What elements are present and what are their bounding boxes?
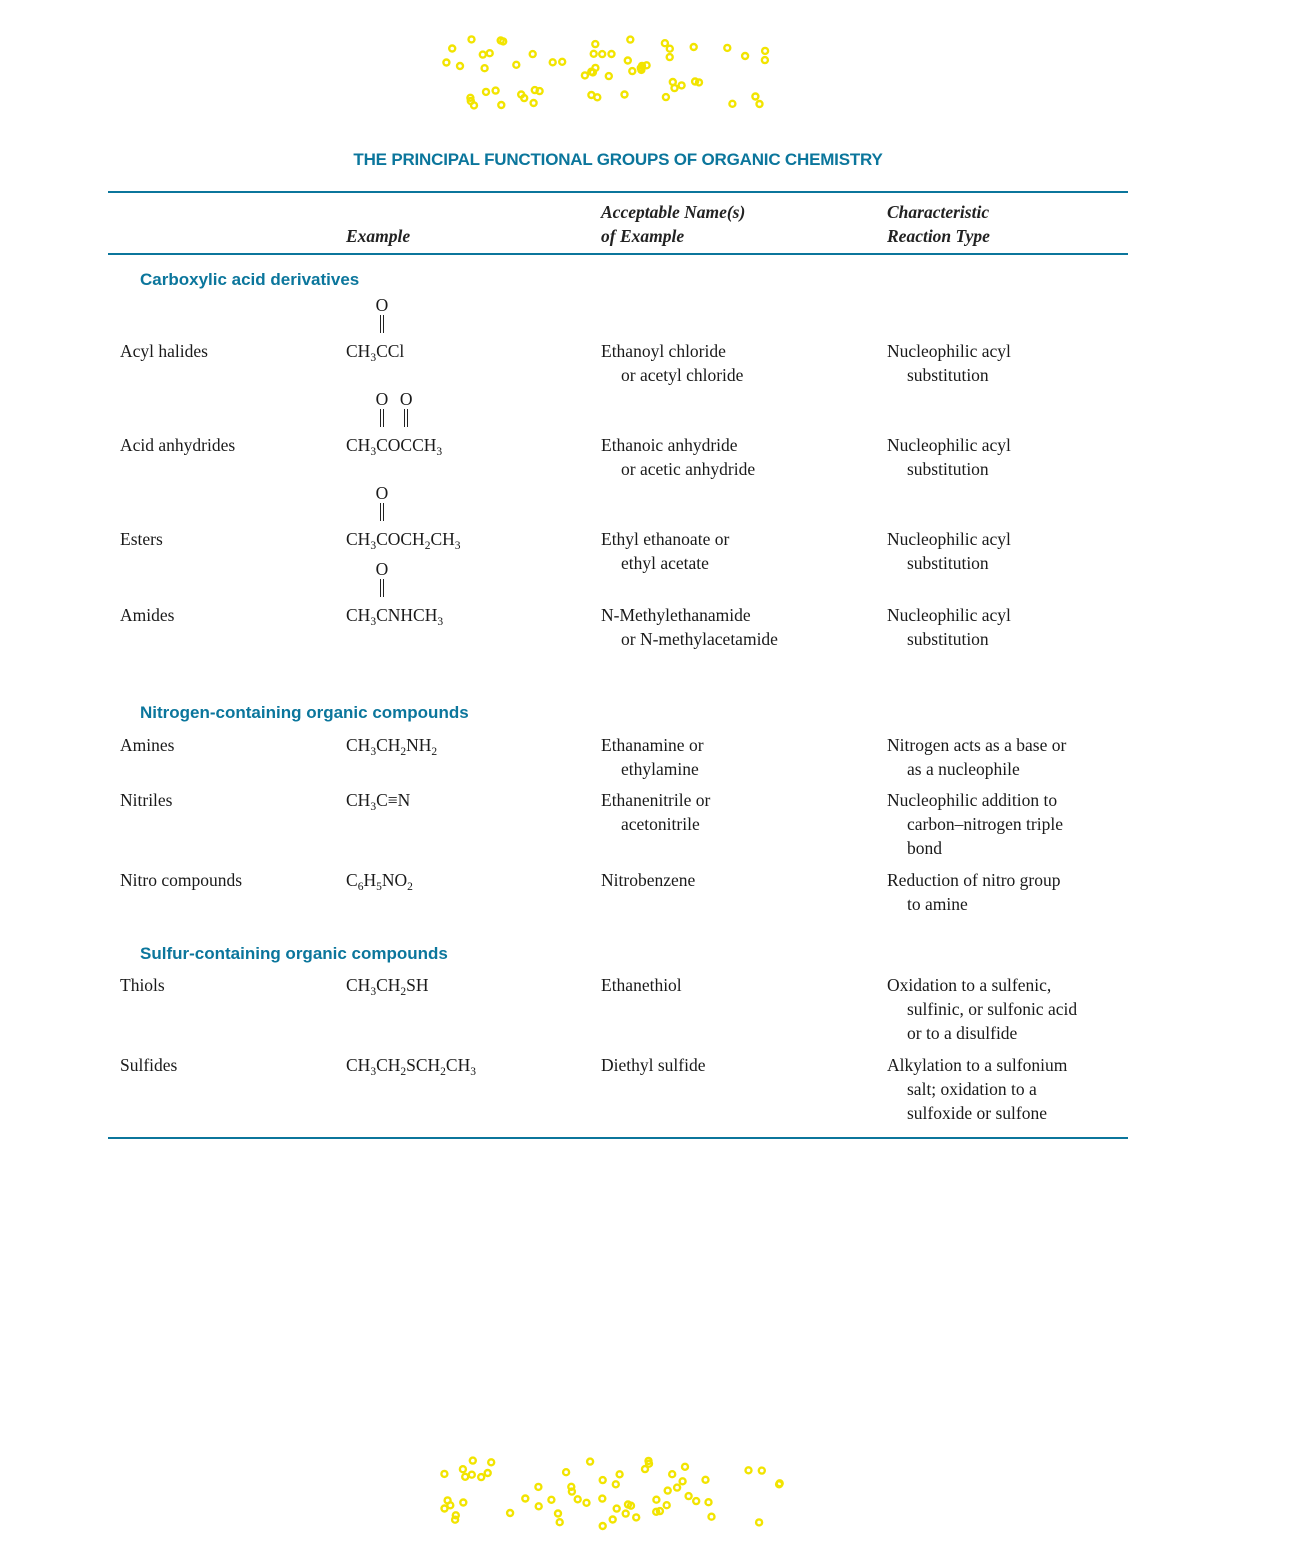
formula-text: CH	[430, 529, 455, 549]
name-line: Ethanoic anhydride	[601, 435, 738, 455]
dot	[563, 1469, 569, 1475]
reaction-line: Nucleophilic addition to	[887, 790, 1058, 810]
dot	[664, 1502, 670, 1508]
formula-subscript: 3	[370, 746, 377, 758]
functional-group-name: Amides	[120, 605, 175, 625]
formula-text: H	[363, 870, 377, 890]
acceptable-names	[601, 868, 695, 892]
dot	[483, 89, 489, 95]
dot	[674, 1485, 680, 1491]
formula-subscript: 2	[400, 986, 407, 998]
example-formula	[346, 1053, 476, 1077]
dot	[625, 58, 631, 64]
dot	[680, 1478, 686, 1484]
formula-text: SH	[406, 975, 429, 995]
example-formula	[346, 733, 437, 757]
formula-part	[399, 389, 413, 457]
acceptable-names	[601, 603, 778, 651]
formula-subscript: 3	[454, 540, 461, 552]
dot	[667, 46, 673, 52]
formula-part	[346, 435, 377, 458]
carbonyl-oxygen: O	[375, 389, 389, 409]
dot	[559, 59, 565, 65]
dot	[613, 1481, 619, 1487]
dot	[762, 48, 768, 54]
formula-subscript: 2	[431, 746, 438, 758]
dot	[441, 1471, 447, 1477]
name-line: N-Methylethanamide	[601, 605, 751, 625]
dot	[667, 54, 673, 60]
dot	[669, 1471, 675, 1477]
dot	[485, 1470, 491, 1476]
header-reaction	[887, 200, 990, 248]
name-line: Nitrobenzene	[601, 870, 696, 890]
functional-group-name: Sulfides	[120, 1055, 178, 1075]
formula-subscript: 3	[370, 352, 377, 364]
dot	[469, 36, 475, 42]
dot	[746, 1467, 752, 1473]
dot	[756, 1519, 762, 1525]
dot	[627, 37, 633, 43]
formula-subscript: 3	[370, 1066, 377, 1078]
formula-part	[375, 389, 389, 457]
dot	[513, 62, 519, 68]
example-formula	[346, 973, 429, 997]
double-bond-icon	[380, 315, 384, 333]
dot	[679, 82, 685, 88]
double-bond-icon	[404, 409, 408, 427]
dot	[606, 73, 612, 79]
dot	[493, 88, 499, 94]
formula-part	[346, 341, 377, 364]
dot	[599, 51, 605, 57]
acceptable-names	[601, 1053, 706, 1077]
formula-part	[375, 559, 389, 627]
formula-text: CH	[376, 735, 401, 755]
formula-part	[406, 1055, 446, 1078]
formula-text: NH	[406, 735, 432, 755]
acceptable-names	[601, 973, 682, 997]
dot	[633, 1514, 639, 1520]
formula-text: CH	[346, 341, 371, 361]
formula-subscript: 2	[407, 881, 413, 893]
name-line: Ethanenitrile or	[601, 790, 711, 810]
dot	[622, 92, 628, 98]
formula-text: Cl	[387, 341, 405, 361]
formula-part	[430, 529, 461, 552]
dot	[443, 60, 449, 66]
formula-text: CH	[346, 435, 371, 455]
reaction-line: carbon–nitrogen triple	[907, 814, 1063, 834]
formula-part	[388, 341, 405, 361]
reaction-line: Oxidation to a sulfenic,	[887, 975, 1052, 995]
formula-text: CH	[346, 790, 371, 810]
reaction-type	[887, 527, 1011, 575]
formula-text: NO	[381, 870, 408, 890]
dot	[642, 1466, 648, 1472]
formula-part	[363, 870, 382, 893]
formula-text: CH	[346, 735, 371, 755]
example-formula	[346, 559, 444, 628]
acceptable-names	[601, 527, 729, 575]
formula-part	[346, 790, 377, 813]
dot	[617, 1471, 623, 1477]
formula-text: C	[400, 435, 413, 455]
dot	[682, 1464, 688, 1470]
header-bottom-rule	[108, 253, 1128, 255]
example-formula	[346, 483, 461, 552]
dot	[531, 100, 537, 106]
dot	[460, 1466, 466, 1472]
page-title: THE PRINCIPAL FUNCTIONAL GROUPS OF ORGANIC CHEMISTRY	[353, 150, 883, 169]
double-bond-icon	[380, 579, 384, 597]
dot	[530, 51, 536, 57]
reaction-line: substitution	[907, 365, 989, 385]
reaction-line: Reduction of nitro group	[887, 870, 1061, 890]
carbonyl-oxygen: O	[399, 389, 413, 409]
dot	[724, 45, 730, 51]
dot	[609, 51, 615, 57]
dot	[600, 1523, 606, 1529]
dot	[462, 1474, 468, 1480]
formula-part	[346, 1055, 377, 1078]
functional-group-name: Acid anhydrides	[120, 435, 236, 455]
formula-part	[406, 735, 438, 758]
dot	[693, 1498, 699, 1504]
dot	[575, 1496, 581, 1502]
dot	[691, 44, 697, 50]
dot	[742, 53, 748, 59]
formula-subscript: 3	[370, 986, 377, 998]
dot	[518, 92, 524, 98]
formula-text: C	[346, 870, 358, 890]
formula-text: CH	[346, 605, 371, 625]
dot	[665, 1488, 671, 1494]
name-line: Ethanamine or	[601, 735, 704, 755]
reaction-line: substitution	[907, 459, 989, 479]
formula-part	[346, 605, 377, 628]
dot	[582, 72, 588, 78]
formula-text: CH	[376, 1055, 401, 1075]
reaction-line: substitution	[907, 553, 989, 573]
dot	[591, 51, 597, 57]
formula-subscript: 3	[470, 1066, 476, 1078]
dot	[480, 52, 486, 58]
formula-text: CH	[445, 1055, 471, 1075]
dot	[535, 1484, 541, 1490]
formula-part	[376, 790, 410, 810]
reaction-line: sulfoxide or sulfone	[907, 1103, 1047, 1123]
formula-part	[381, 870, 413, 893]
dot	[532, 87, 538, 93]
acceptable-names	[601, 788, 710, 836]
dot	[663, 94, 669, 100]
dot	[672, 85, 678, 91]
dot	[522, 1496, 528, 1502]
reaction-line: Alkylation to a sulfonium	[887, 1055, 1068, 1075]
reaction-line: substitution	[907, 629, 989, 649]
dot	[478, 1474, 484, 1480]
acceptable-names	[601, 433, 755, 481]
reaction-type	[887, 603, 1011, 651]
formula-text: CH	[346, 1055, 371, 1075]
reaction-type	[887, 973, 1077, 1045]
reaction-type	[887, 1053, 1067, 1125]
dot	[470, 1458, 476, 1464]
header-reaction-line: Reaction Type	[887, 226, 990, 246]
table-bottom-rule	[108, 1137, 1128, 1139]
formula-text: C	[376, 435, 388, 455]
reaction-line: bond	[907, 838, 942, 858]
reaction-line: Nucleophilic acyl	[887, 435, 1011, 455]
dot	[584, 1500, 590, 1506]
dot	[457, 63, 463, 69]
name-line: Ethyl ethanoate or	[601, 529, 730, 549]
header-names-line: Acceptable Name(s)	[601, 202, 746, 222]
section-heading: Nitrogen-containing organic compounds	[140, 703, 469, 722]
formula-subscript: 2	[400, 1066, 407, 1078]
dot	[569, 1489, 575, 1495]
reaction-line: salt; oxidation to a	[907, 1079, 1037, 1099]
dot	[471, 102, 477, 108]
formula-text: C	[376, 605, 388, 625]
functional-group-name: Nitro compounds	[120, 870, 243, 890]
formula-subscript: 5	[376, 881, 382, 893]
formula-part	[376, 1055, 407, 1078]
formula-part	[376, 735, 407, 758]
double-bond-icon	[380, 503, 384, 521]
dot	[587, 1459, 593, 1465]
name-line: or acetyl chloride	[621, 365, 744, 385]
acceptable-names	[601, 733, 704, 781]
formula-subscript: 3	[436, 446, 443, 458]
acceptable-names	[601, 339, 743, 387]
dot	[482, 65, 488, 71]
dot	[653, 1497, 659, 1503]
dot	[548, 1497, 554, 1503]
formula-text: CH	[412, 435, 437, 455]
formula-subscript: 3	[370, 801, 377, 813]
formula-subscript: 2	[440, 1066, 446, 1078]
dot	[629, 68, 635, 74]
name-line: or N-methylacetamide	[621, 629, 778, 649]
dot	[469, 1472, 475, 1478]
carbonyl-oxygen: O	[375, 295, 389, 315]
formula-part	[387, 605, 444, 628]
section-heading: Carboxylic acid derivatives	[140, 270, 360, 289]
dot	[557, 1519, 563, 1525]
dot	[536, 1503, 542, 1509]
formula-text: CH	[346, 975, 371, 995]
formula-part	[387, 529, 431, 552]
name-line: ethylamine	[621, 759, 699, 779]
formula-text: C	[376, 341, 388, 361]
formula-text: CH	[346, 529, 371, 549]
formula-text: C≡N	[376, 790, 411, 810]
dot	[550, 59, 556, 65]
dot	[752, 94, 758, 100]
reaction-line: Nucleophilic acyl	[887, 529, 1011, 549]
example-formula	[346, 295, 405, 364]
header-names	[601, 200, 745, 248]
dot	[445, 1497, 451, 1503]
formula-part	[346, 529, 377, 552]
reaction-type	[887, 788, 1063, 860]
reaction-type	[887, 733, 1066, 781]
reaction-type	[887, 868, 1061, 916]
dot	[706, 1499, 712, 1505]
example-formula	[346, 788, 410, 812]
carbonyl-oxygen: O	[375, 559, 389, 579]
formula-subscript: 3	[370, 446, 377, 458]
dot	[709, 1514, 715, 1520]
header-reaction-line: Characteristic	[887, 202, 990, 222]
reaction-line: Nitrogen acts as a base or	[887, 735, 1067, 755]
reaction-type	[887, 433, 1011, 481]
reaction-line: sulfinic, or sulfonic acid	[907, 999, 1078, 1019]
formula-subscript: 3	[370, 540, 377, 552]
header-names-line: of Example	[601, 226, 685, 246]
formula-subscript: 2	[424, 540, 431, 552]
dot	[757, 101, 763, 107]
reaction-type	[887, 339, 1011, 387]
reaction-line: to amine	[907, 894, 968, 914]
functional-group-name: Nitriles	[120, 790, 173, 810]
formula-part	[346, 735, 377, 758]
reaction-line: as a nucleophile	[907, 759, 1020, 779]
dot	[452, 1517, 458, 1523]
dot	[592, 41, 598, 47]
formula-subscript: 3	[370, 616, 377, 628]
dot	[776, 1481, 782, 1487]
formula-part	[376, 975, 407, 998]
dot	[460, 1500, 466, 1506]
decorative-dots-top	[436, 35, 788, 110]
formula-part	[388, 435, 401, 455]
formula-text: O	[387, 435, 401, 455]
example-formula	[346, 868, 413, 892]
functional-group-name: Thiols	[120, 975, 165, 995]
dot	[488, 1459, 494, 1465]
functional-group-name: Acyl halides	[120, 341, 208, 361]
dot	[600, 1477, 606, 1483]
formula-text: C	[376, 529, 388, 549]
formula-part	[346, 870, 364, 893]
dot	[759, 1468, 765, 1474]
dot	[729, 101, 735, 107]
double-bond-icon	[380, 409, 384, 427]
formula-text: NHCH	[387, 605, 438, 625]
formula-part	[346, 975, 377, 998]
dot	[487, 50, 493, 56]
functional-group-name: Esters	[120, 529, 163, 549]
dot	[592, 65, 598, 71]
dot	[594, 94, 600, 100]
dot	[614, 1506, 620, 1512]
dot	[599, 1496, 605, 1502]
dot	[449, 46, 455, 52]
dot	[762, 57, 768, 63]
formula-part	[445, 1055, 476, 1078]
formula-subscript: 6	[357, 881, 364, 893]
formula-part	[375, 295, 389, 363]
name-line: acetonitrile	[621, 814, 700, 834]
header-example: Example	[346, 226, 411, 246]
dot	[498, 102, 504, 108]
name-line: Ethanoyl chloride	[601, 341, 726, 361]
formula-text: OCH	[387, 529, 425, 549]
dot	[686, 1493, 692, 1499]
reaction-line: Nucleophilic acyl	[887, 341, 1011, 361]
carbonyl-oxygen: O	[375, 483, 389, 503]
name-line: Ethanethiol	[601, 975, 682, 995]
reaction-line: Nucleophilic acyl	[887, 605, 1011, 625]
dot	[610, 1517, 616, 1523]
formula-part	[375, 483, 389, 551]
name-line: or acetic anhydride	[621, 459, 756, 479]
formula-part	[412, 435, 443, 458]
section-heading: Sulfur-containing organic compounds	[140, 944, 448, 963]
formula-text: SCH	[406, 1055, 441, 1075]
decorative-dots-bottom	[436, 1456, 788, 1531]
table-top-rule	[108, 191, 1128, 193]
dot	[623, 1511, 629, 1517]
dot	[703, 1477, 709, 1483]
formula-text: CH	[376, 975, 401, 995]
dot	[507, 1510, 513, 1516]
formula-part	[406, 975, 428, 995]
formula-subscript: 3	[437, 616, 444, 628]
functional-group-name: Amines	[120, 735, 175, 755]
reaction-line: or to a disulfide	[907, 1023, 1018, 1043]
formula-subscript: 2	[400, 746, 407, 758]
dot	[555, 1511, 561, 1517]
example-formula	[346, 389, 443, 458]
name-line: ethyl acetate	[621, 553, 709, 573]
name-line: Diethyl sulfide	[601, 1055, 706, 1075]
dot	[662, 40, 668, 46]
